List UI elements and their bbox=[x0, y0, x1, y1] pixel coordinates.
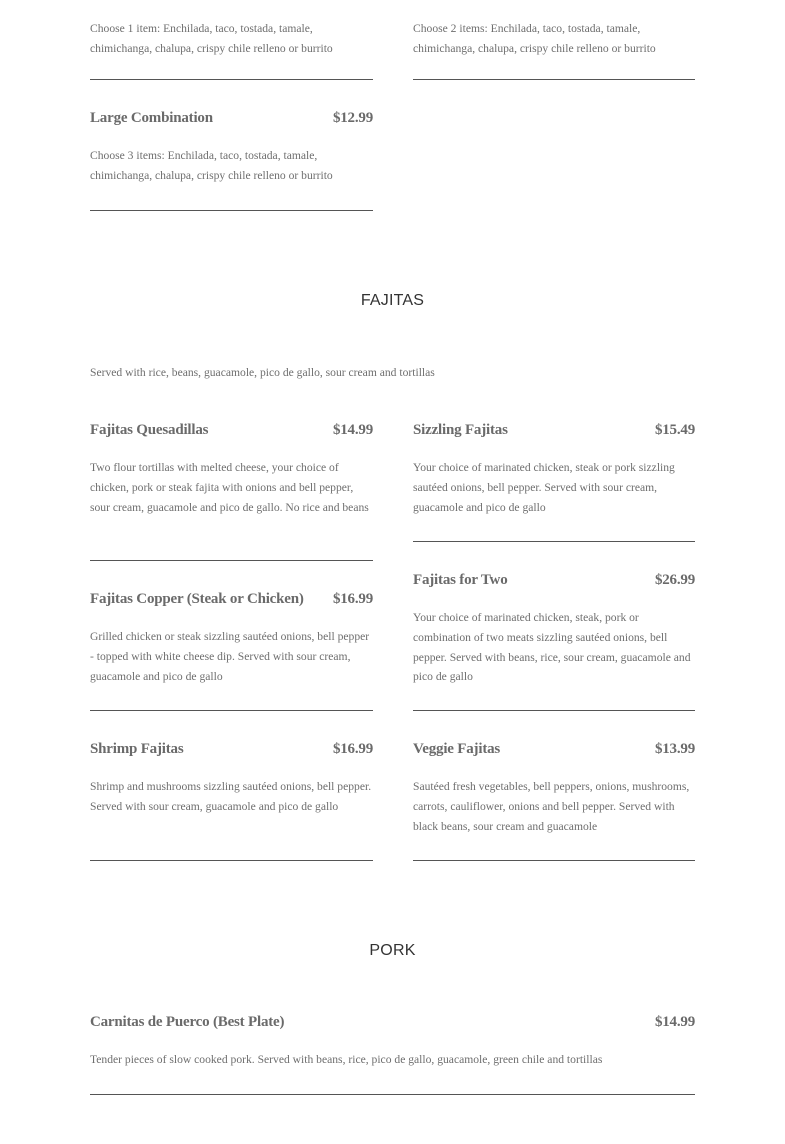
item-description: Choose 3 items: Enchilada, taco, tostada, tamale, chimichanga, chalupa, crispy chile relleno or burrito bbox=[90, 149, 333, 182]
item-name: Veggie Fajitas bbox=[413, 741, 501, 757]
menu-item-large-combination bbox=[90, 110, 373, 211]
item-price: $14.99 bbox=[332, 422, 373, 438]
item-header bbox=[413, 741, 695, 758]
menu-item-fajitas-for-two bbox=[413, 572, 695, 711]
item-description: Two flour tortillas with melted cheese, your choice of chicken, pork or steak fajita with onions and bell pepper, sour cream, guacamole and pico de gallo. No rice and beans bbox=[90, 461, 369, 514]
item-header bbox=[413, 422, 695, 439]
item-header bbox=[90, 591, 373, 608]
item-price: $26.99 bbox=[654, 572, 695, 588]
item-header bbox=[90, 422, 373, 439]
item-description: Shrimp and mushrooms sizzling sautéed onions, bell pepper. Served with sour cream, guacamole and pico de gallo bbox=[90, 780, 372, 813]
menu-item-small-combination bbox=[90, 19, 373, 80]
menu-item-veggie-fajitas bbox=[413, 741, 695, 861]
section-title-pork: PORK bbox=[369, 942, 416, 959]
item-price: $14.99 bbox=[654, 1014, 695, 1030]
item-description: Sautéed fresh vegetables, bell peppers, onions, mushrooms, carrots, cauliflower, onions and bell pepper. Served with black beans, sour cream and guacamole bbox=[413, 780, 690, 833]
item-name: Large Combination bbox=[90, 110, 213, 126]
menu-item-fajitas-quesadillas bbox=[90, 422, 373, 561]
item-price: $16.99 bbox=[332, 591, 373, 607]
item-header bbox=[90, 1014, 695, 1031]
item-description: Grilled chicken or steak sizzling sautéed onions, bell pepper - topped with white cheese dip. Served with sour cream, guacamole and pico de gallo bbox=[90, 630, 370, 683]
item-price: $16.99 bbox=[332, 741, 373, 757]
menu-item-fajitas-copper bbox=[90, 591, 373, 711]
item-header bbox=[90, 741, 373, 758]
item-name: Carnitas de Puerco (Best Plate) bbox=[90, 1014, 285, 1030]
item-price: $13.99 bbox=[654, 741, 695, 757]
item-name: Sizzling Fajitas bbox=[413, 422, 508, 438]
item-name: Shrimp Fajitas bbox=[90, 741, 184, 757]
item-header bbox=[413, 572, 695, 589]
section-title-fajitas: FAJITAS bbox=[360, 292, 425, 309]
menu-item-sizzling-fajitas bbox=[413, 422, 695, 542]
menu-item-carnitas-de-puerco bbox=[90, 1014, 695, 1095]
item-description: Your choice of marinated chicken, steak, pork or combination of two meats sizzling sautéed onions, bell pepper. Served with beans, rice, sour cream, guacamole and pico de gallo bbox=[413, 611, 691, 684]
section-note-fajitas: Served with rice, beans, guacamole, pico de gallo, sour cream and tortillas bbox=[90, 366, 435, 379]
item-header bbox=[90, 110, 373, 127]
item-name: Fajitas for Two bbox=[413, 572, 508, 588]
item-description: Your choice of marinated chicken, steak or pork sizzling sautéed onions, bell pepper. Served with sour cream, guacamole and pico de gallo bbox=[413, 461, 675, 514]
menu-item-shrimp-fajitas bbox=[90, 741, 373, 861]
menu-item-medium-combination bbox=[413, 19, 695, 80]
item-name: Fajitas Quesadillas bbox=[90, 422, 209, 438]
item-description: Tender pieces of slow cooked pork. Served with beans, rice, pico de gallo, guacamole, green chile and tortillas bbox=[90, 1053, 603, 1066]
item-price: $12.99 bbox=[332, 110, 373, 126]
item-description: Choose 2 items: Enchilada, taco, tostada, tamale, chimichanga, chalupa, crispy chile relleno or burrito bbox=[413, 22, 656, 55]
item-price: $15.49 bbox=[654, 422, 695, 438]
item-description: Choose 1 item: Enchilada, taco, tostada, tamale, chimichanga, chalupa, crispy chile relleno or burrito bbox=[90, 22, 333, 55]
item-name: Fajitas Copper (Steak or Chicken) bbox=[90, 591, 304, 607]
